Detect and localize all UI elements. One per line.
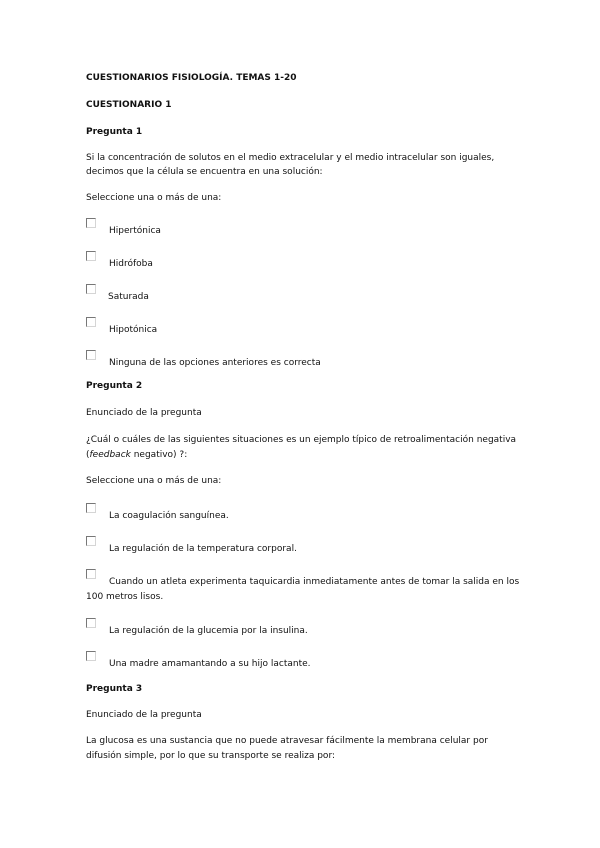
q2-text-line2-post: negativo) ?: (130, 450, 188, 460)
q2-option-label: La regulación de la temperatura corporal. (109, 544, 297, 554)
q1-option-label: Hipertónica (109, 226, 161, 236)
checkbox-icon[interactable] (86, 251, 96, 261)
checkbox-icon[interactable] (86, 618, 96, 628)
q1-option-label: Hidrófoba (109, 259, 153, 269)
checkbox-icon[interactable] (86, 284, 96, 294)
checkbox-icon[interactable] (86, 503, 96, 513)
checkbox-icon[interactable] (86, 651, 96, 661)
q3-statement-label: Enunciado de la pregunta (86, 710, 202, 720)
q2-option-label-continued: 100 metros lisos. (86, 592, 164, 602)
q3-text-line2: difusión simple, por lo que su transporte se realiza por: (86, 751, 336, 761)
checkbox-icon[interactable] (86, 350, 96, 360)
q2-text-line2 (86, 449, 187, 461)
q2-option-label: Una madre amamantando a su hijo lactante. (109, 659, 311, 669)
q2-heading: Pregunta 2 (86, 381, 143, 391)
checkbox-icon[interactable] (86, 218, 96, 228)
q2-text-line1: ¿Cuál o cuáles de las siguientes situaciones es un ejemplo típico de retroalimentación negativa (86, 435, 517, 445)
q2-statement-label: Enunciado de la pregunta (86, 408, 202, 418)
q1-option-label: Ninguna de las opciones anteriores es correcta (109, 358, 321, 368)
doc-title: CUESTIONARIOS FISIOLOGÍA. TEMAS 1-20 (86, 73, 297, 83)
checkbox-icon[interactable] (86, 536, 96, 546)
q1-heading: Pregunta 1 (86, 127, 143, 137)
q1-option-label: Hipotónica (109, 325, 158, 335)
q2-text-feedback: feedback (89, 450, 131, 460)
q2-instruction: Seleccione una o más de una: (86, 476, 222, 486)
q2-option-label: La coagulación sanguínea. (109, 511, 229, 521)
q3-heading: Pregunta 3 (86, 684, 143, 694)
q2-option-label: Cuando un atleta experimenta taquicardia inmediatamente antes de tomar la salida en los (109, 577, 520, 587)
q1-text-line2: decimos que la célula se encuentra en una solución: (86, 167, 323, 177)
q1-instruction: Seleccione una o más de una: (86, 193, 222, 203)
q2-text-line2-pre: ( (86, 450, 90, 460)
q1-text-line1: Si la concentración de solutos en el medio extracelular y el medio intracelular son iguales, (86, 153, 495, 163)
q1-option-label: Saturada (108, 292, 149, 302)
q3-text-line1: La glucosa es una sustancia que no puede atravesar fácilmente la membrana celular por (86, 736, 488, 746)
checkbox-icon[interactable] (86, 569, 96, 579)
q2-option-label: La regulación de la glucemia por la insulina. (109, 626, 308, 636)
checkbox-icon[interactable] (86, 317, 96, 327)
section-title: CUESTIONARIO 1 (86, 100, 172, 110)
